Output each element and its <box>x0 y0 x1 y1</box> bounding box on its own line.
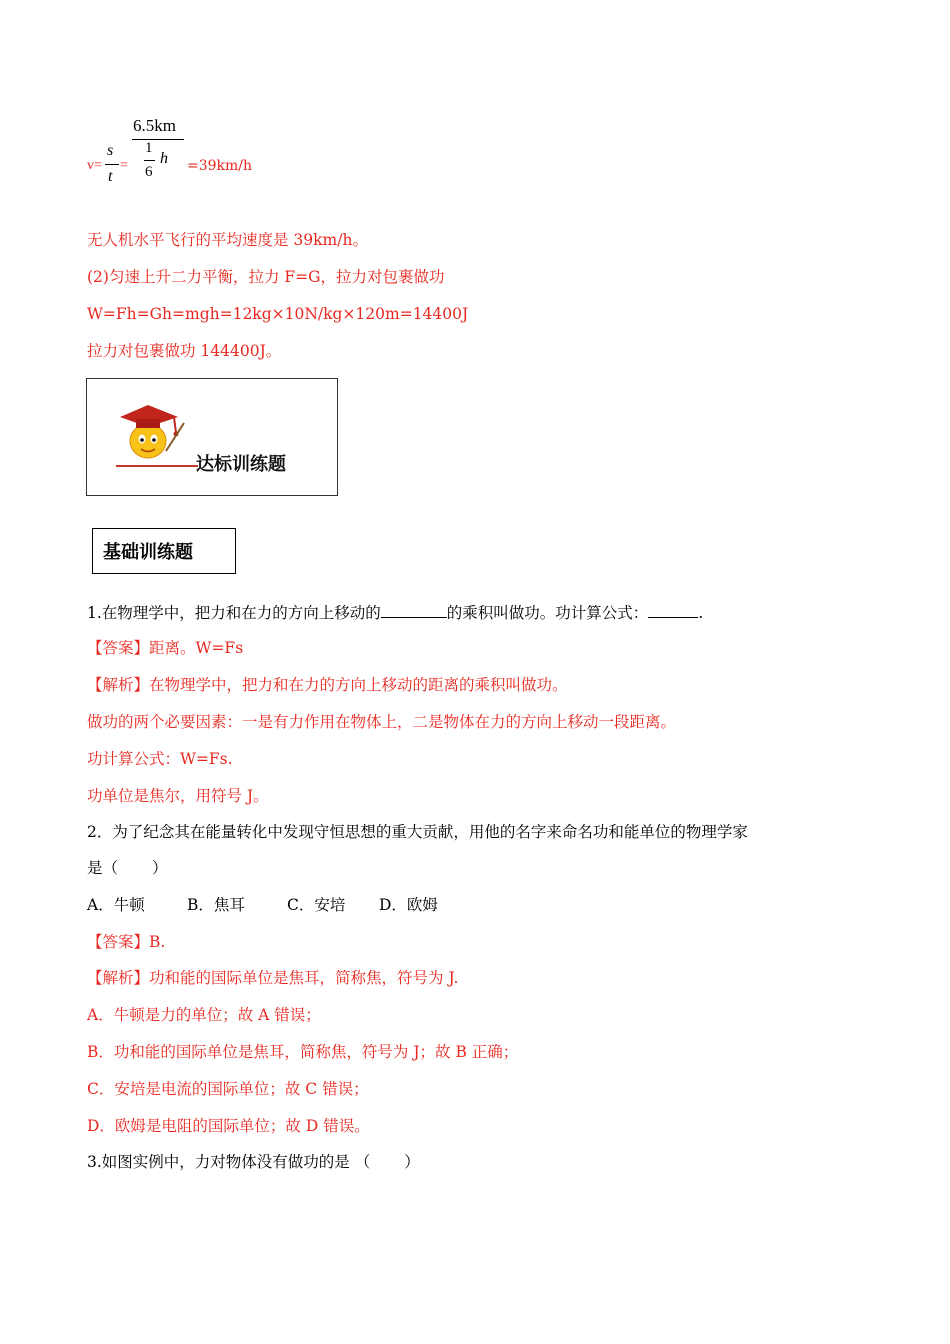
formula-one: 1 <box>145 140 153 156</box>
q2-analysis-text: 功和能的国际单位是焦耳，简称焦，符号为 J. <box>149 969 459 987</box>
velocity-formula <box>87 112 387 192</box>
q2-answer-text: B. <box>149 933 166 951</box>
solution-line-1: 无人机水平飞行的平均速度是 39km/h。 <box>87 231 368 249</box>
q2-analysis-tag: 【解析】 <box>87 969 150 987</box>
question-2-line-1: 2．为了纪念其在能量转化中发现守恒思想的重大贡献，用他的名字来命名功和能单位的物理学家 <box>87 823 748 841</box>
formula-main-bar <box>132 139 184 140</box>
q2-paren-open: 是（ <box>87 859 119 877</box>
solution-line-3: W=Fh=Gh=mgh=12kg×10N/kg×120m=14400J <box>87 305 469 323</box>
q2-answer-tag: 【答案】 <box>87 933 150 951</box>
q1-answer <box>87 638 243 658</box>
question-2-line-2 <box>87 858 168 878</box>
formula-eq: = <box>120 158 128 173</box>
q2-explain-b: B．功和能的国际单位是焦耳，简称焦，符号为 J；故 B 正确； <box>87 1043 519 1061</box>
formula-bar-st <box>105 164 119 165</box>
q1-blank-1 <box>381 602 447 618</box>
training-banner <box>86 378 338 496</box>
mascot-graduate-icon <box>112 393 192 463</box>
question-1 <box>87 602 703 623</box>
q1-text-a: 1.在物理学中，把力和在力的方向上移动的 <box>87 604 381 622</box>
q2-answer <box>87 932 165 952</box>
formula-v: v= <box>87 158 102 173</box>
q3-paren-close: ） <box>404 1153 420 1171</box>
q1-analysis <box>87 675 568 695</box>
formula-numerator: 6.5km <box>133 116 176 135</box>
q1-answer-tag: 【答案】 <box>87 639 150 657</box>
section-title: 基础训练题 <box>103 542 193 563</box>
q3-paren-open: （ <box>354 1153 371 1171</box>
q1-answer-text: 距离。W=Fs <box>149 639 244 657</box>
solution-line-2: (2)匀速上升二力平衡，拉力 F=G，拉力对包裹做功 <box>87 268 445 286</box>
banner-underline <box>116 465 198 467</box>
q1-line-3: 功计算公式：W=Fs. <box>87 750 233 768</box>
q1-text-c: . <box>698 604 704 622</box>
q1-analysis-text: 在物理学中，把力和在力的方向上移动的距离的乘积叫做功。 <box>149 676 568 694</box>
q2-analysis <box>87 968 458 988</box>
formula-t: t <box>108 168 113 185</box>
banner-title: 达标训练题 <box>196 454 286 475</box>
q2-option-c: C．安培 <box>287 896 346 914</box>
q2-explain-d: D．欧姆是电阻的国际单位；故 D 错误。 <box>87 1117 370 1135</box>
q1-line-2: 做功的两个必要因素：一是有力作用在物体上，二是物体在力的方向上移动一段距离。 <box>87 713 677 731</box>
q2-option-a: A．牛顿 <box>87 896 145 914</box>
q1-line-4: 功单位是焦尔，用符号 J。 <box>87 787 269 805</box>
formula-small-bar <box>144 160 155 161</box>
section-header-box <box>92 528 236 574</box>
q2-option-d: D．欧姆 <box>379 896 438 914</box>
solution-line-4: 拉力对包裹做功 144400J。 <box>87 342 282 360</box>
formula-six: 6 <box>145 164 153 180</box>
q1-blank-2 <box>648 602 698 618</box>
q3-text: 3.如图实例中，力对物体没有做功的是 <box>87 1153 350 1171</box>
q1-analysis-tag: 【解析】 <box>87 676 150 694</box>
formula-result: =39km/h <box>187 158 253 174</box>
question-3 <box>87 1152 420 1172</box>
q2-explain-c: C．安培是电流的国际单位；故 C 错误； <box>87 1080 369 1098</box>
q2-option-b: B．焦耳 <box>187 896 245 914</box>
formula-h: h <box>160 150 168 167</box>
q2-options <box>87 895 438 915</box>
formula-s: s <box>107 142 114 159</box>
q1-text-b: 的乘积叫做功。功计算公式： <box>446 604 649 622</box>
q2-explain-a: A．牛顿是力的单位；故 A 错误； <box>87 1006 321 1024</box>
q2-paren-close: ） <box>152 859 168 877</box>
